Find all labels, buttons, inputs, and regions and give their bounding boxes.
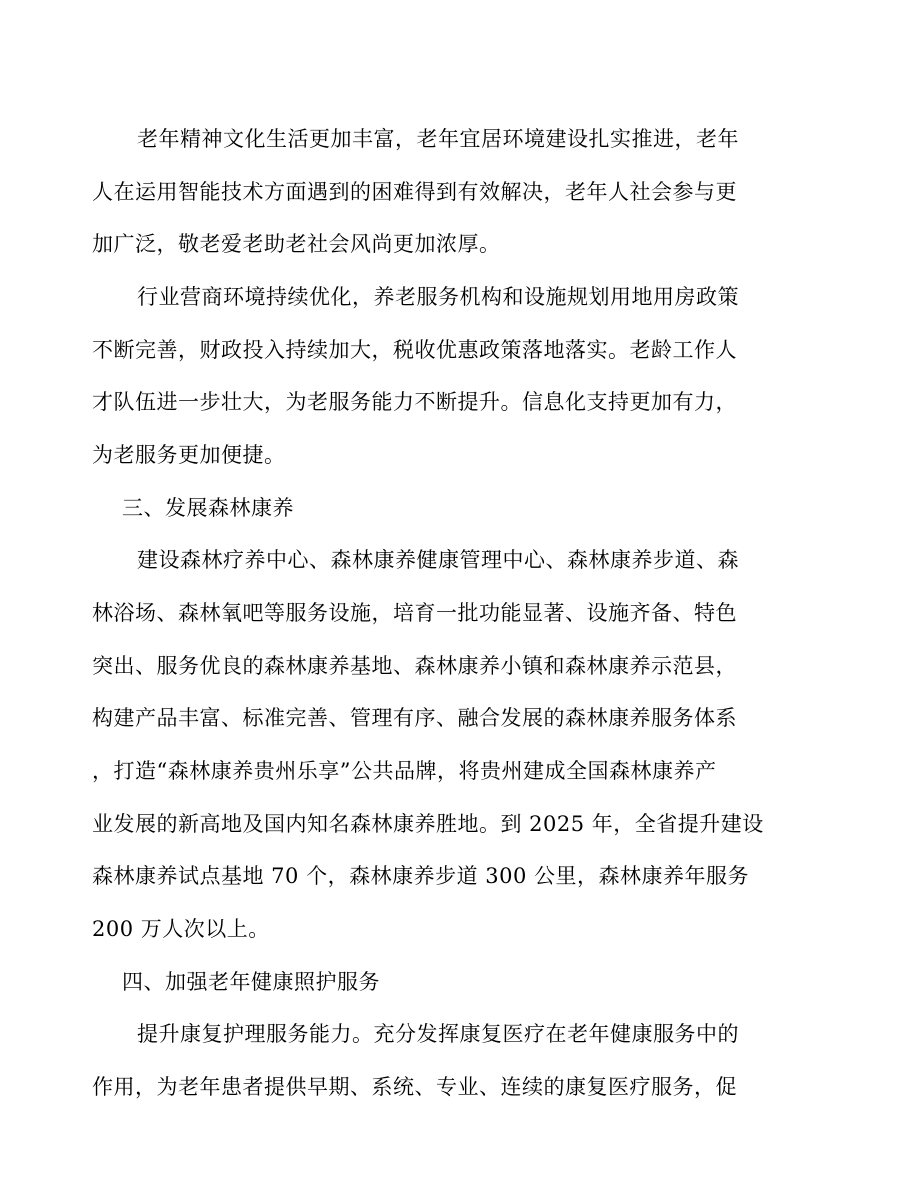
section-heading: 三、发展森林康养 <box>122 496 294 520</box>
paragraph-line: 提升康复护理服务能力。充分发挥康复医疗在老年健康服务中的 <box>137 1022 739 1046</box>
paragraph-line: 人在运用智能技术方面遇到的困难得到有效解决，老年人社会参与更 <box>92 180 737 204</box>
paragraph-line: 构建产品丰富、标准完善、管理有序、融合发展的森林康养服务体系 <box>92 706 737 730</box>
paragraph-line: 业发展的新高地及国内知名森林康养胜地。到 2025 年，全省提升建设 <box>92 812 764 836</box>
paragraph-line: 建设森林疗养中心、森林康养健康管理中心、森林康养步道、森 <box>137 548 739 572</box>
paragraph-line: 作用，为老年患者提供早期、系统、专业、连续的康复医疗服务，促 <box>92 1075 737 1099</box>
paragraph-line: 林浴场、森林氧吧等服务设施，培育一批功能显著、设施齐备、特色 <box>92 601 737 625</box>
paragraph-line: 老年精神文化生活更加丰富，老年宜居环境建设扎实推进，老年 <box>137 127 739 151</box>
paragraph-line: 200 万人次以上。 <box>92 917 270 941</box>
section-heading: 四、加强老年健康照护服务 <box>122 970 380 994</box>
paragraph-line: 为老服务更加便捷。 <box>92 443 286 467</box>
paragraph-line: 加广泛，敬老爱老助老社会风尚更加浓厚。 <box>92 232 501 256</box>
paragraph-line: 才队伍进一步壮大，为老服务能力不断提升。信息化支持更加有力， <box>92 390 737 414</box>
paragraph-line: 突出、服务优良的森林康养基地、森林康养小镇和森林康养示范县， <box>92 654 737 678</box>
paragraph-line: ，打造“森林康养贵州乐享”公共品牌，将贵州建成全国森林康养产 <box>92 759 717 783</box>
paragraph-line: 不断完善，财政投入持续加大，税收优惠政策落地落实。老龄工作人 <box>92 338 737 362</box>
paragraph-line: 森林康养试点基地 70 个，森林康养步道 300 公里，森林康养年服务 <box>92 864 750 888</box>
paragraph-line: 行业营商环境持续优化，养老服务机构和设施规划用地用房政策 <box>137 285 739 309</box>
